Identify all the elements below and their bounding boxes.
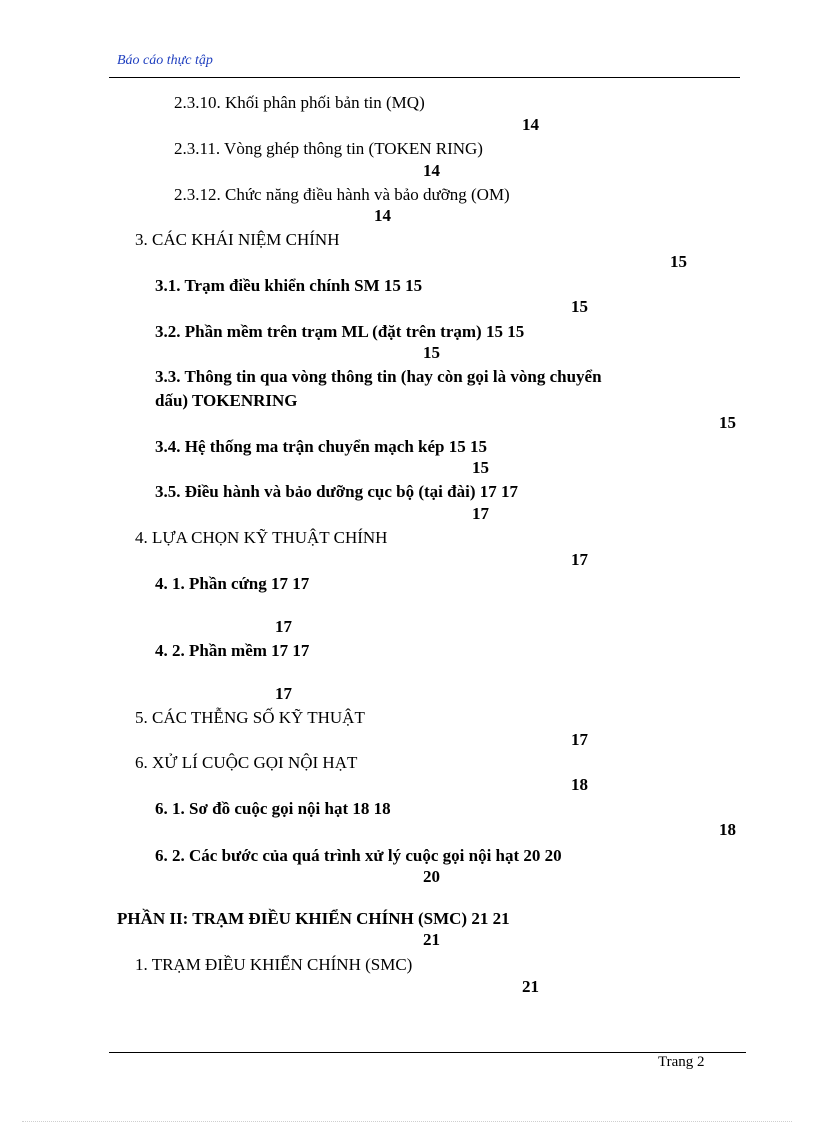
toc-entry-page: 17 bbox=[571, 550, 588, 569]
toc-entry-page: 17 bbox=[275, 617, 292, 636]
toc-entry-text: 3.2. Phần mềm trên trạm ML (đặt trên trạm) 15 15 bbox=[155, 322, 525, 341]
toc-entry-page: 15 bbox=[670, 252, 687, 271]
toc-entry-text: 3.3. Thông tin qua vòng thông tin (hay còn gọi là vòng chuyển bbox=[155, 367, 602, 386]
toc-entry-text: 2.3.11. Vòng ghép thông tin (TOKEN RING) bbox=[174, 139, 483, 158]
footer-page-number: Trang 2 bbox=[658, 1054, 705, 1070]
toc-entry-text: 3.4. Hệ thống ma trận chuyển mạch kép 15 15 bbox=[155, 437, 487, 456]
toc-entry-page: 15 bbox=[472, 458, 489, 477]
toc-entry-page: 17 bbox=[472, 504, 489, 523]
toc-entry-page: 15 bbox=[423, 343, 440, 362]
toc-entry-text: 4. LỰA CHỌN KỸ THUẬT CHÍNH bbox=[135, 528, 388, 547]
toc-entry-page: 14 bbox=[423, 161, 440, 180]
toc-entry-text: 5. CÁC THỄNG SỐ KỸ THUẬT bbox=[135, 708, 365, 727]
toc-entry-text: 3.1. Trạm điều khiển chính SM 15 15 bbox=[155, 276, 423, 295]
toc-entry-text: 6. 2. Các bước của quá trình xử lý cuộc gọi nội hạt 20 20 bbox=[155, 846, 562, 865]
toc-entry-text: 2.3.12. Chức năng điều hành và bảo dưỡng (OM) bbox=[174, 185, 510, 204]
toc-entry-page: 18 bbox=[571, 775, 588, 794]
header-rule bbox=[109, 77, 740, 78]
toc-entry-text: 6. 1. Sơ đồ cuộc gọi nội hạt 18 18 bbox=[155, 799, 391, 818]
toc-entry-text: 4. 2. Phần mềm 17 17 bbox=[155, 641, 310, 660]
toc-entry-text: 4. 1. Phần cứng 17 17 bbox=[155, 574, 310, 593]
toc-entry-page: 14 bbox=[374, 206, 391, 225]
toc-entry-text: 1. TRẠM ĐIỀU KHIỂN CHÍNH (SMC) bbox=[135, 955, 413, 974]
toc-entry-text: 3. CÁC KHÁI NIỆM CHÍNH bbox=[135, 230, 340, 249]
page-bottom-border bbox=[22, 1121, 792, 1122]
toc-entry-text: 6. XỬ LÍ CUỘC GỌI NỘI HẠT bbox=[135, 753, 358, 772]
header-title: Báo cáo thực tập bbox=[117, 53, 213, 68]
toc-entry-page: 21 bbox=[423, 930, 440, 949]
toc-entry-page: 20 bbox=[423, 867, 440, 886]
toc-part-heading: PHẦN II: TRẠM ĐIỀU KHIỂN CHÍNH (SMC) 21 21 bbox=[117, 909, 510, 928]
toc-entry-page: 18 bbox=[719, 820, 736, 839]
toc-entry-page: 21 bbox=[522, 977, 539, 996]
toc-entry-text: 2.3.10. Khối phân phối bản tin (MQ) bbox=[174, 93, 425, 112]
toc-entry-page: 15 bbox=[719, 413, 736, 432]
toc-entry-page: 15 bbox=[571, 297, 588, 316]
toc-entry-text: 3.5. Điều hành và bảo dưỡng cục bộ (tại đài) 17 17 bbox=[155, 482, 518, 501]
toc-entry-text-continuation: dấu) TOKENRING bbox=[155, 391, 298, 410]
toc-entry-page: 17 bbox=[275, 684, 292, 703]
toc-entry-page: 17 bbox=[571, 730, 588, 749]
toc-entry-page: 14 bbox=[522, 115, 539, 134]
footer-rule bbox=[109, 1052, 746, 1053]
